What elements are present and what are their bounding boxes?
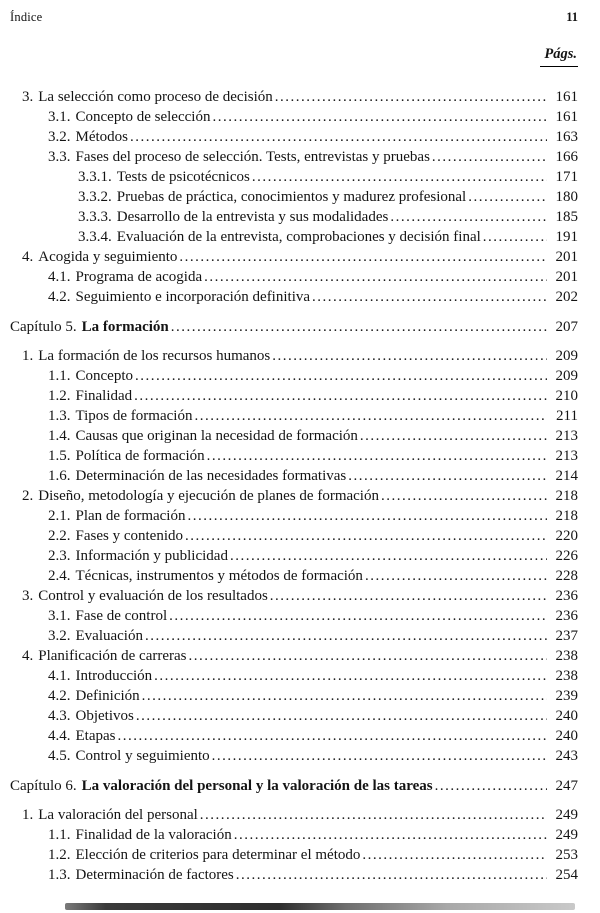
toc-entry-row (10, 187, 578, 207)
entry-number: 3.3. (48, 149, 71, 165)
toc-entry-row (10, 406, 578, 426)
entry-page-number: 236 (555, 588, 578, 604)
entry-page-number: 166 (555, 149, 578, 165)
entry-title: Plan de formación (75, 508, 186, 524)
pags-label: Págs. (540, 46, 578, 67)
entry-title: Concepto de selección (75, 109, 211, 125)
entry-number: 3.3.3. (78, 209, 112, 225)
dot-leader (194, 406, 547, 426)
entry-title: Diseño, metodología y ejecución de planes de formación (38, 488, 379, 504)
entry-page-number: 211 (556, 408, 578, 424)
toc-entry-row (10, 865, 578, 885)
entry-number: 4.1. (48, 668, 71, 684)
toc-entry-row (10, 825, 578, 845)
toc-entry-row (10, 546, 578, 566)
toc-entry-row (10, 646, 578, 666)
entry-number: 3.2. (48, 628, 71, 644)
entry-title: Acogida y seguimiento (38, 249, 178, 265)
dot-leader (275, 87, 547, 107)
entry-page-number: 210 (555, 388, 578, 404)
entry-page-number: 240 (555, 728, 578, 744)
entry-number: 4.3. (48, 708, 71, 724)
dot-leader (432, 147, 547, 167)
toc-entry-row (10, 147, 578, 167)
page-header-number: 11 (566, 10, 578, 24)
pags-column-header (10, 45, 578, 67)
toc-entry-row (10, 506, 578, 526)
entry-number: 3.1. (48, 109, 71, 125)
entry-title: Elección de criterios para determinar el método (75, 847, 361, 863)
entry-page-number: 207 (555, 319, 578, 335)
entry-page-number: 180 (555, 189, 578, 205)
entry-page-number: 161 (555, 89, 578, 105)
dot-leader (135, 366, 547, 386)
dot-leader (142, 686, 547, 706)
entry-number: 3.3.1. (78, 169, 112, 185)
entry-number: 3. (22, 89, 34, 105)
dot-leader (212, 746, 547, 766)
entry-page-number: 209 (555, 348, 578, 364)
entry-number: 4.2. (48, 289, 71, 305)
entry-title: Métodos (75, 129, 128, 145)
entry-page-number: 191 (555, 229, 578, 245)
dot-leader (145, 626, 547, 646)
entry-number: 1.1. (48, 827, 71, 843)
dot-leader (185, 526, 547, 546)
toc-entry-row (10, 366, 578, 386)
dot-leader (272, 346, 547, 366)
entry-title: Concepto (75, 368, 133, 384)
entry-number: 2.1. (48, 508, 71, 524)
entry-title: Fases del proceso de selección. Tests, entrevistas y pruebas (75, 149, 430, 165)
entry-number: 3.3.2. (78, 189, 112, 205)
entry-number: 3.3.4. (78, 229, 112, 245)
entry-title: Finalidad (75, 388, 133, 404)
entry-page-number: 213 (555, 448, 578, 464)
dot-leader (171, 317, 547, 337)
toc-entry-row (10, 845, 578, 865)
toc-entry-row (10, 346, 578, 366)
entry-page-number: 171 (555, 169, 578, 185)
entry-page-number: 236 (555, 608, 578, 624)
entry-page-number: 202 (555, 289, 578, 305)
entry-title: Información y publicidad (75, 548, 228, 564)
entry-number: 1. (22, 348, 34, 364)
page-header-title: Índice (10, 10, 43, 24)
entry-title: Política de formación (75, 448, 205, 464)
entry-page-number: 253 (555, 847, 578, 863)
dot-leader (207, 446, 547, 466)
entry-number: 1. (22, 807, 34, 823)
entry-title: Evaluación (75, 628, 143, 644)
entry-title: Causas que originan la necesidad de formación (75, 428, 358, 444)
entry-number: Capítulo 5. (10, 319, 77, 335)
entry-number: 1.5. (48, 448, 71, 464)
entry-title: Fase de control (75, 608, 168, 624)
entry-number: 2.2. (48, 528, 71, 544)
toc-entry-row (10, 127, 578, 147)
toc-list (10, 87, 578, 885)
entry-title: Objetivos (75, 708, 134, 724)
entry-number: 1.2. (48, 847, 71, 863)
toc-chapter-row (10, 776, 578, 796)
entry-number: Capítulo 6. (10, 778, 77, 794)
entry-title: Introducción (75, 668, 153, 684)
dot-leader (134, 386, 547, 406)
entry-page-number: 237 (555, 628, 578, 644)
toc-entry-row (10, 426, 578, 446)
entry-number: 1.3. (48, 408, 71, 424)
dot-leader (270, 586, 547, 606)
entry-page-number: 163 (555, 129, 578, 145)
entry-page-number: 201 (555, 269, 578, 285)
dot-leader (200, 805, 547, 825)
dot-leader (236, 865, 547, 885)
dot-leader (204, 267, 547, 287)
toc-entry-row (10, 566, 578, 586)
dot-leader (348, 466, 547, 486)
dot-leader (154, 666, 547, 686)
dot-leader (136, 706, 547, 726)
entry-number: 4. (22, 249, 34, 265)
entry-number: 2.4. (48, 568, 71, 584)
entry-page-number: 218 (555, 488, 578, 504)
toc-chapter-row (10, 317, 578, 337)
entry-number: 1.1. (48, 368, 71, 384)
toc-entry-row (10, 626, 578, 646)
entry-title: La valoración del personal y la valoración de las tareas (81, 778, 433, 794)
entry-title: Planificación de carreras (38, 648, 187, 664)
page-bottom-edge-shadow (65, 903, 575, 910)
entry-title: Determinación de las necesidades formativas (75, 468, 347, 484)
entry-number: 3. (22, 588, 34, 604)
entry-number: 1.3. (48, 867, 71, 883)
dot-leader (130, 127, 547, 147)
entry-title: Determinación de factores (75, 867, 234, 883)
entry-title: La selección como proceso de decisión (38, 89, 273, 105)
dot-leader (212, 107, 547, 127)
toc-entry-row (10, 746, 578, 766)
toc-entry-row (10, 526, 578, 546)
entry-title: Control y evaluación de los resultados (38, 588, 268, 604)
entry-number: 1.4. (48, 428, 71, 444)
toc-entry-row (10, 207, 578, 227)
dot-leader (189, 646, 548, 666)
entry-number: 1.2. (48, 388, 71, 404)
dot-leader (483, 227, 547, 247)
entry-title: Evaluación de la entrevista, comprobaciones y decisión final (116, 229, 481, 245)
dot-leader (365, 566, 547, 586)
entry-number: 4.5. (48, 748, 71, 764)
entry-page-number: 238 (555, 648, 578, 664)
entry-number: 4.1. (48, 269, 71, 285)
entry-title: Definición (75, 688, 140, 704)
dot-leader (169, 606, 547, 626)
entry-title: Técnicas, instrumentos y métodos de formación (75, 568, 363, 584)
toc-entry-row (10, 107, 578, 127)
dot-leader (230, 546, 547, 566)
toc-entry-row (10, 666, 578, 686)
entry-number: 2.3. (48, 548, 71, 564)
entry-page-number: 201 (555, 249, 578, 265)
entry-title: Finalidad de la valoración (75, 827, 232, 843)
toc-entry-row (10, 706, 578, 726)
entry-page-number: 226 (555, 548, 578, 564)
entry-number: 4.4. (48, 728, 71, 744)
dot-leader (117, 726, 547, 746)
dot-leader (360, 426, 547, 446)
entry-number: 3.2. (48, 129, 71, 145)
toc-entry-row (10, 486, 578, 506)
toc-entry-row (10, 686, 578, 706)
toc-entry-row (10, 167, 578, 187)
entry-page-number: 218 (555, 508, 578, 524)
toc-entry-row (10, 446, 578, 466)
dot-leader (234, 825, 547, 845)
entry-number: 3.1. (48, 608, 71, 624)
entry-title: Desarrollo de la entrevista y sus modalidades (116, 209, 389, 225)
dot-leader (187, 506, 547, 526)
dot-leader (362, 845, 547, 865)
toc-entry-row (10, 287, 578, 307)
entry-page-number: 240 (555, 708, 578, 724)
page-header (10, 8, 578, 25)
entry-page-number: 228 (555, 568, 578, 584)
dot-leader (468, 187, 547, 207)
toc-entry-row (10, 726, 578, 746)
dot-leader (435, 776, 547, 796)
entry-page-number: 214 (555, 468, 578, 484)
entry-page-number: 238 (555, 668, 578, 684)
entry-number: 4.2. (48, 688, 71, 704)
dot-leader (312, 287, 547, 307)
entry-page-number: 220 (555, 528, 578, 544)
entry-page-number: 239 (555, 688, 578, 704)
entry-title: Programa de acogida (75, 269, 203, 285)
dot-leader (390, 207, 547, 227)
dot-leader (252, 167, 547, 187)
entry-page-number: 254 (555, 867, 578, 883)
dot-leader (381, 486, 547, 506)
entry-page-number: 185 (555, 209, 578, 225)
entry-number: 2. (22, 488, 34, 504)
dot-leader (179, 247, 547, 267)
entry-title: Etapas (75, 728, 116, 744)
entry-title: Seguimiento e incorporación definitiva (75, 289, 311, 305)
toc-entry-row (10, 87, 578, 107)
toc-entry-row (10, 386, 578, 406)
entry-title: Tests de psicotécnicos (116, 169, 250, 185)
entry-title: La formación (81, 319, 169, 335)
toc-entry-row (10, 267, 578, 287)
entry-title: La formación de los recursos humanos (38, 348, 271, 364)
entry-page-number: 209 (555, 368, 578, 384)
entry-page-number: 213 (555, 428, 578, 444)
entry-title: La valoración del personal (38, 807, 198, 823)
entry-page-number: 243 (555, 748, 578, 764)
entry-page-number: 249 (555, 807, 578, 823)
entry-page-number: 249 (555, 827, 578, 843)
entry-title: Fases y contenido (75, 528, 183, 544)
toc-entry-row (10, 586, 578, 606)
toc-entry-row (10, 606, 578, 626)
entry-number: 4. (22, 648, 34, 664)
entry-title: Control y seguimiento (75, 748, 210, 764)
toc-entry-row (10, 227, 578, 247)
entry-number: 1.6. (48, 468, 71, 484)
toc-entry-row (10, 805, 578, 825)
entry-page-number: 247 (555, 778, 578, 794)
toc-entry-row (10, 466, 578, 486)
entry-title: Pruebas de práctica, conocimientos y madurez profesional (116, 189, 467, 205)
toc-entry-row (10, 247, 578, 267)
entry-page-number: 161 (555, 109, 578, 125)
entry-title: Tipos de formación (75, 408, 193, 424)
